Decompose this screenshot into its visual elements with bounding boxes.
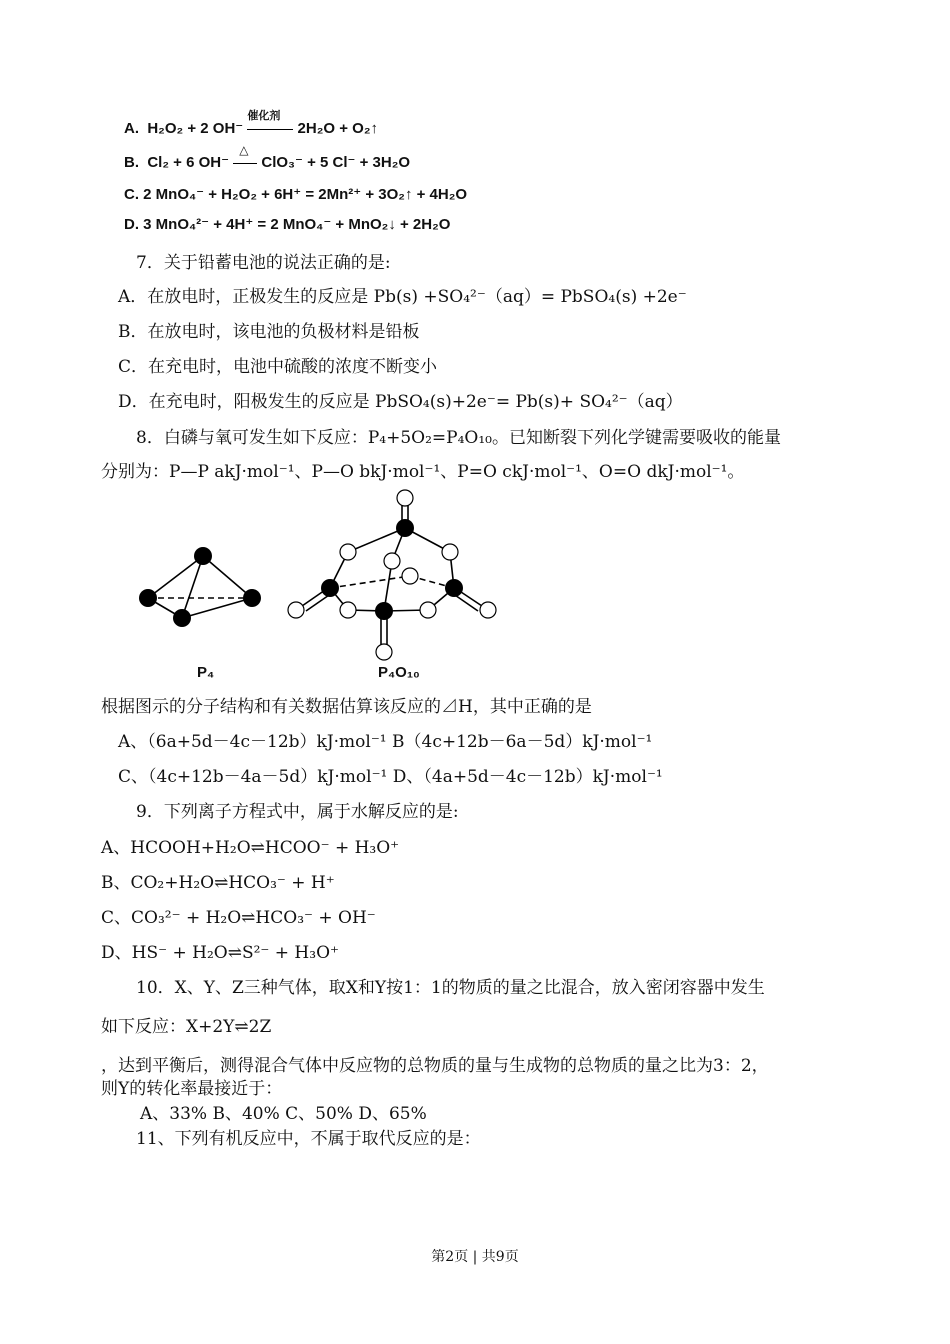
- q7-stem: 7．关于铅蓄电池的说法正确的是:: [136, 253, 391, 273]
- q10-options: A、33% B、40% C、50% D、65%: [140, 1104, 427, 1124]
- q9-option-a: A、HCOOH+H₂O⇌HCOO⁻ + H₃O⁺: [101, 838, 400, 858]
- q8-stem-1: 8．白磷与氧可发生如下反应：P₄+5O₂=P₄O₁₀。已知断裂下列化学键需要吸收的能量: [136, 428, 781, 448]
- q8-options-ab: A、（6a+5d－4c－12b）kJ·mol⁻¹ B（4c+12b－6a－5d）kJ·mol⁻¹: [118, 732, 653, 752]
- q9-stem: 9．下列离子方程式中，属于水解反应的是:: [136, 802, 459, 822]
- molecule-figure: [130, 488, 510, 663]
- option-a-prev: A. H₂O₂ + 2 OH⁻ 催化剂 2H₂O + O₂↑: [124, 110, 378, 137]
- q8-stem-2: 分别为：P—P akJ·mol⁻¹、P—O bkJ·mol⁻¹、P=O ckJ·mol⁻¹、O=O dkJ·mol⁻¹。: [101, 462, 745, 482]
- q10-stem-4: 则Y的转化率最接近于：: [101, 1079, 283, 1099]
- q7-option-b: B．在放电时，该电池的负极材料是铅板: [118, 322, 420, 342]
- q7-option-a: A．在放电时，正极发生的反应是 Pb(s) +SO₄²⁻（aq）= PbSO₄(s) +2e⁻: [118, 287, 687, 307]
- p4-structure: [139, 547, 261, 627]
- q10-stem-1: 10．X、Y、Z三种气体，取X和Y按1：1的物质的量之比混合，放入密闭容器中发生: [136, 978, 765, 998]
- q7-option-c: C．在充电时，电池中硫酸的浓度不断变小: [118, 357, 438, 377]
- q8-stem-3: 根据图示的分子结构和有关数据估算该反应的⊿H，其中正确的是: [101, 697, 592, 717]
- q10-stem-3: ，达到平衡后，测得混合气体中反应物的总物质的量与生成物的总物质的量之比为3：2，: [101, 1056, 769, 1076]
- p4o10-structure: [288, 490, 496, 660]
- q9-option-b: B、CO₂+H₂O⇌HCO₃⁻ + H⁺: [101, 873, 335, 893]
- q8-options-cd: C、（4c+12b－4a－5d）kJ·mol⁻¹ D、（4a+5d－4c－12b）kJ·mol⁻¹: [118, 767, 663, 787]
- q9-option-c: C、CO₃²⁻ + H₂O⇌HCO₃⁻ + OH⁻: [101, 908, 376, 928]
- q7-option-d: D．在充电时，阳极发生的反应是 PbSO₄(s)+2e⁻= Pb(s)+ SO₄²⁻（aq）: [118, 392, 683, 412]
- q9-option-d: D、HS⁻ + H₂O⇌S²⁻ + H₃O⁺: [101, 943, 339, 963]
- p4-caption: P₄: [197, 664, 215, 681]
- option-b-prev: B. Cl₂ + 6 OH⁻ △ ClO₃⁻ + 5 Cl⁻ + 3H₂O: [124, 143, 411, 171]
- page-footer: 第2页 | 共9页: [431, 1249, 519, 1265]
- option-c-prev: C. 2 MnO₄⁻ + H₂O₂ + 6H⁺ = 2Mn²⁺ + 3O₂↑ + 4H₂O: [124, 186, 468, 203]
- option-d-prev: D. 3 MnO₄²⁻ + 4H⁺ = 2 MnO₄⁻ + MnO₂↓ + 2H₂O: [124, 216, 451, 233]
- p4o10-caption: P₄O₁₀: [378, 664, 420, 681]
- q10-stem-2: 如下反应：X+2Y⇌2Z: [101, 1017, 272, 1037]
- q11-stem: 11、下列有机反应中，不属于取代反应的是：: [136, 1129, 481, 1149]
